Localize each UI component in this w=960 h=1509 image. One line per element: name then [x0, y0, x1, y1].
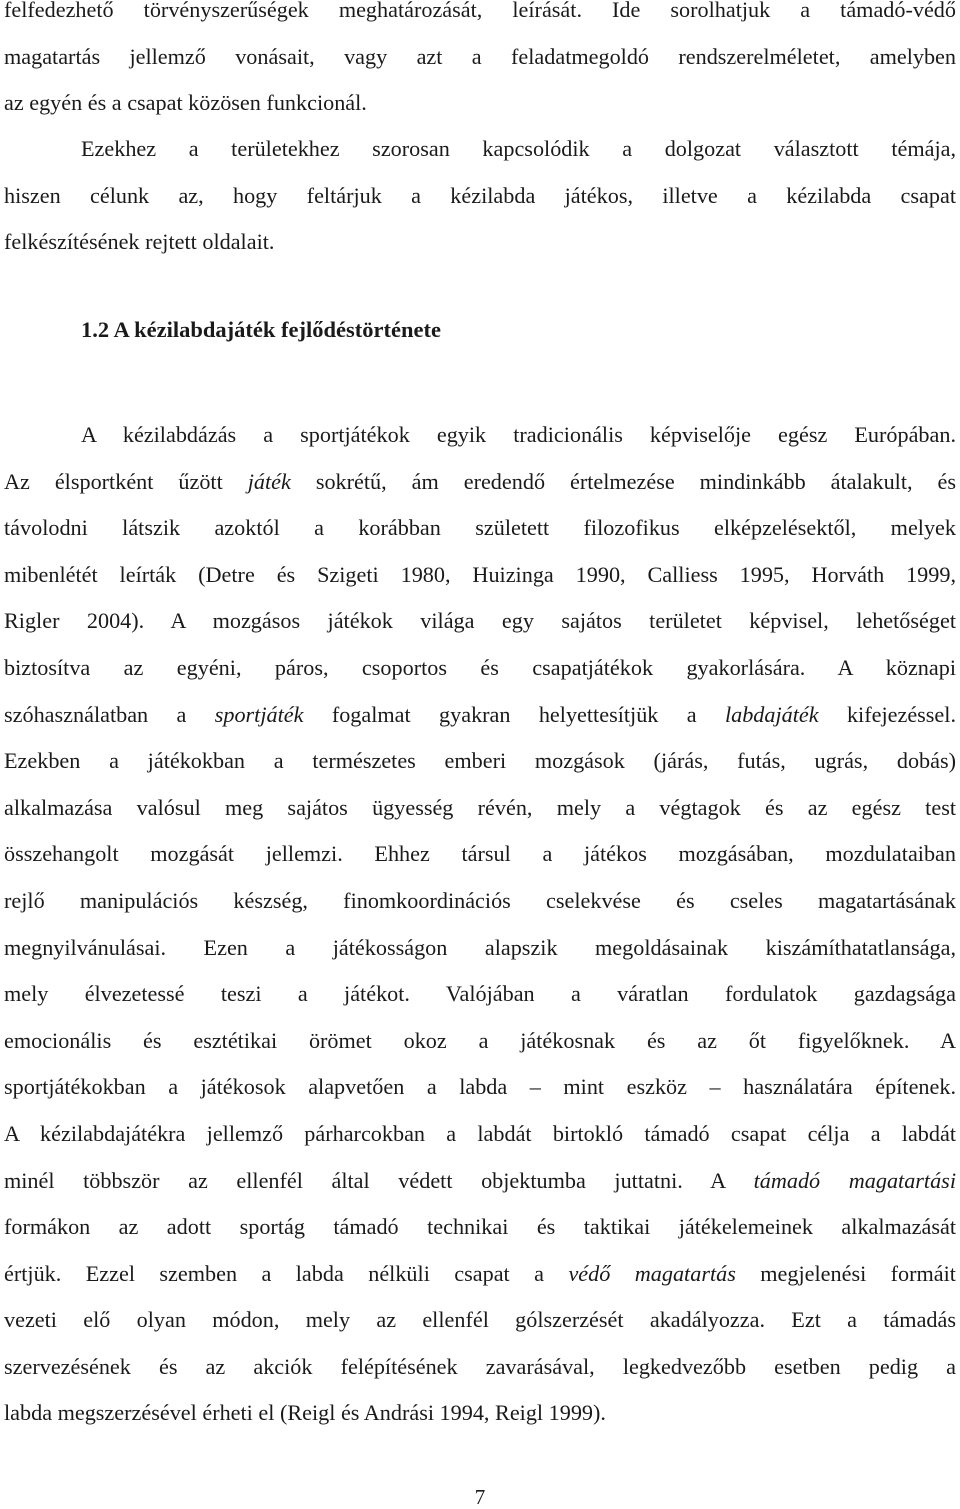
text-line: szervezésének és az akciók felépítésének zavarásával, legkedvezőbb esetben pedig a: [4, 1353, 956, 1379]
text-line: [4, 692, 956, 739]
emphasis-text: támadó magatartási: [753, 1167, 956, 1193]
text-line: [4, 1158, 956, 1205]
text-line: A kézilabdázás a sportjátékok egyik tradicionális képviselője egész Európában.: [81, 422, 956, 447]
page-number: 7: [474, 1485, 486, 1509]
text-line: Ezekhez a területekhez szorosan kapcsolódik a dolgozat választott témája,: [81, 136, 956, 161]
text-run: megjelenési formáit: [735, 1260, 956, 1286]
text-run: fogalmat gyakran helyettesítjük a: [303, 701, 725, 727]
text-run: értjük. Ezzel szemben a labda nélküli csapat a: [4, 1260, 569, 1286]
text-run: kifejezéssel.: [818, 701, 956, 727]
text-line: Rigler 2004). A mozgásos játékok világa egy sajátos területet képvisel, lehetőséget: [4, 608, 956, 634]
paragraph-connection: [4, 126, 956, 266]
text-line: hiszen célunk az, hogy feltárjuk a kézilabda játékos, illetve a kézilabda csapat: [4, 182, 956, 208]
emphasis-text: játék: [247, 468, 291, 494]
text-run: szóhasználatban a: [4, 701, 215, 727]
text-line: felkészítésének rejtett oldalait.: [4, 229, 275, 255]
emphasis-text: védő magatartás: [568, 1260, 736, 1286]
text-line: vezeti elő olyan módon, mely az ellenfél gólszerzését akadályozza. Ezt a támadás: [4, 1307, 956, 1333]
text-line: megnyilvánulásai. Ezen a játékosságon alapszik megoldásainak kiszámíthatatlansága,: [4, 934, 956, 960]
paragraph-history: [4, 412, 956, 1437]
text-line: rejlő manipulációs készség, finomkoordinációs cselekvése és cseles magatartásának: [4, 887, 956, 913]
section-heading: 1.2 A kézilabdajáték fejlődéstörténete: [81, 317, 441, 342]
paragraph-intro-end: [4, 0, 956, 127]
text-run: sokrétű, ám eredendő értelmezése mindinkább átalakult, és: [290, 468, 957, 494]
text-line: [4, 1251, 956, 1298]
emphasis-text: labdajáték: [724, 701, 819, 727]
text-line: felfedezhető törvényszerűségek meghatározását, leírását. Ide sorolhatjuk a támadó-védő: [4, 0, 956, 22]
text-line: sportjátékokban a játékosok alapvetően a labda – mint eszköz – használatára építenek.: [4, 1074, 956, 1100]
emphasis-text: sportjáték: [214, 701, 304, 727]
text-line: formákon az adott sportág támadó technikai és taktikai játékelemeinek alkalmazását: [4, 1214, 956, 1240]
text-line: összehangolt mozgását jellemzi. Ehhez társul a játékos mozgásában, mozdulataiban: [4, 841, 956, 867]
text-line: magatartás jellemző vonásait, vagy azt a feladatmegoldó rendszerelméletet, amelyben: [4, 43, 956, 69]
text-line: emocionális és esztétikai örömet okoz a játékosnak és az őt figyelőknek. A: [4, 1027, 956, 1053]
text-line: mibenlétét leírták (Detre és Szigeti 1980, Huizinga 1990, Calliess 1995, Horváth 1999,: [4, 561, 956, 587]
text-line: [4, 459, 956, 506]
text-line: A kézilabdajátékra jellemző párharcokban a labdát birtokló támadó csapat célja a labdát: [4, 1120, 956, 1146]
text-line: az egyén és a csapat közösen funkcionál.: [4, 90, 367, 116]
text-line: alkalmazása valósul meg sajátos ügyesség révén, mely a végtagok és az egész test: [4, 794, 956, 820]
text-run: Az élsportként űzött: [4, 468, 248, 494]
text-line: mely élvezetessé teszi a játékot. Valójában a váratlan fordulatok gazdagsága: [4, 981, 956, 1007]
text-line: biztosítva az egyéni, páros, csoportos és csapatjátékok gyakorlására. A köznapi: [4, 654, 956, 680]
text-run: minél többször az ellenfél által védett objektumba juttatni. A: [4, 1167, 754, 1193]
text-line: távolodni látszik azoktól a korábban született filozofikus elképzelésektől, melyek: [4, 515, 956, 541]
text-line: labda megszerzésével érheti el (Reigl és Andrási 1994, Reigl 1999).: [4, 1400, 606, 1426]
text-line: Ezekben a játékokban a természetes emberi mozgások (járás, futás, ugrás, dobás): [4, 748, 956, 774]
